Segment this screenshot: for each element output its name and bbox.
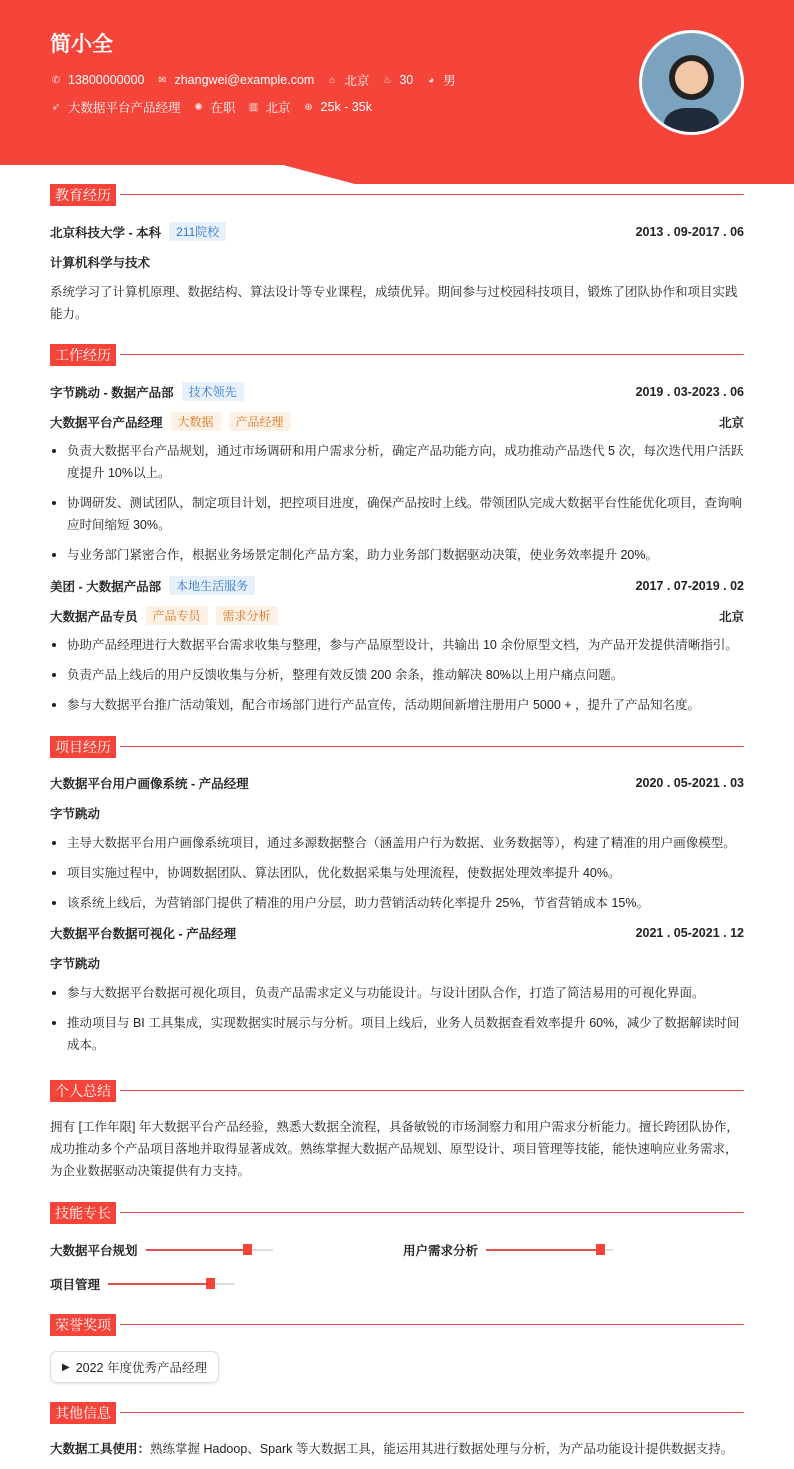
status-icon: ✺ — [194, 101, 203, 113]
section-title: 其他信息 — [50, 1402, 116, 1424]
project-items — [50, 982, 744, 1064]
section-work — [50, 344, 744, 364]
role: 大数据产品专员 — [50, 609, 138, 624]
list-item: 主导大数据平台用户画像系统项目，通过多源数据整合（涵盖用户行为数据、业务数据等），构建了精准的用户画像模型。 — [50, 832, 744, 854]
list-item: 参与大数据平台推广活动策划，配合市场部门进行产品宣传，活动期间新增注册用户 5000 + ，提升了产品知名度。 — [50, 694, 744, 716]
school: 北京科技大学 - 本科 — [50, 225, 162, 240]
section-projects — [50, 736, 744, 756]
section-summary — [50, 1080, 744, 1100]
email-icon: ✉ — [158, 74, 167, 86]
work-city: 北京 — [718, 415, 744, 430]
project-header — [50, 774, 744, 792]
summary-text: 拥有 [工作年限] 年大数据平台产品经验，熟悉大数据全流程，具备敏锐的市场洞察力和用户需求分析能力。擅长跨团队协作，成功推动多个产品项目落地并取得显著成效。熟练掌握大数据产品规划、原型设计、项目管理等技能，能快速响应业务需求，为企业数据驱动决策提供有力支持。 — [50, 1120, 739, 1178]
project-header — [50, 924, 744, 942]
company: 字节跳动 - 数据产品部 — [50, 385, 174, 400]
job-intent-row — [50, 98, 372, 116]
home-icon: ⌂ — [329, 74, 336, 86]
honor-label: 2022 年度优秀产品经理 — [75, 1361, 207, 1375]
skill-level-bar — [108, 1283, 235, 1285]
work-role — [50, 412, 744, 431]
skill-item — [50, 1275, 235, 1293]
send-icon: ➶ — [51, 101, 61, 113]
other-text: 熟练掌握 Hadoop、Spark 等大数据工具，能运用其进行数据处理与分析，为产品功能设计提供数据支持。 — [150, 1442, 734, 1456]
phone: 13800000000 — [68, 73, 145, 87]
list-item: 负责产品上线后的用户反馈收集与分析，整理有效反馈 200 余条，推动解决 80%以上用户痛点问题。 — [50, 664, 744, 686]
major: 计算机科学与技术 — [50, 256, 151, 270]
list-item: 负责大数据平台产品规划，通过市场调研和用户需求分析，确定产品功能方向，成功推动产品迭代 5 次，每次迭代用户活跃度提升 10%以上。 — [50, 440, 744, 484]
company: 美团 - 大数据产品部 — [50, 579, 162, 594]
salary: 25k - 35k — [320, 100, 372, 114]
contact-row — [50, 71, 456, 89]
list-item: 参与大数据平台数据可视化项目，负责产品需求定义与功能设计。与设计团队合作，打造了简洁易用的可视化界面。 — [50, 982, 744, 1004]
section-title: 技能专长 — [50, 1202, 116, 1224]
project-org: 字节跳动 — [50, 957, 101, 971]
gender: 男 — [443, 74, 456, 88]
work-role — [50, 606, 744, 625]
job-status: 在职 — [210, 101, 236, 115]
list-item: 协助产品经理进行大数据平台需求收集与整理，参与产品原型设计，共输出 10 余份原型文档，为产品开发提供清晰指引。 — [50, 634, 744, 656]
list-item: 项目实施过程中，协调数据团队、算法团队，优化数据采集与处理流程，使数据处理效率提升 40%。 — [50, 862, 744, 884]
school-tag: 211院校 — [169, 222, 226, 241]
building-icon: ▥ — [248, 101, 259, 113]
section-title: 荣誉奖项 — [50, 1314, 116, 1336]
role-tag: 大数据 — [171, 412, 221, 431]
target-city: 北京 — [265, 101, 291, 115]
work-city: 北京 — [718, 609, 744, 624]
skill-name: 项目管理 — [50, 1278, 101, 1292]
work-date: 2017 . 07-2019 . 02 — [635, 578, 744, 593]
skill-item — [403, 1241, 613, 1259]
role-tag: 产品经理 — [229, 412, 291, 431]
list-item: 推动项目与 BI 工具集成，实现数据实时展示与分析。项目上线后，业务人员数据查看效率提升 60%，减少了数据解读时间成本。 — [50, 1012, 744, 1056]
project-org: 字节跳动 — [50, 807, 101, 821]
role: 大数据平台产品经理 — [50, 415, 163, 430]
section-title: 项目经历 — [50, 736, 116, 758]
phone-icon: ✆ — [51, 74, 61, 86]
education-desc: 系统学习了计算机原理、数据结构、算法设计等专业课程，成绩优异。期间参与过校园科技项目，锻炼了团队协作和项目实践能力。 — [50, 285, 738, 321]
salary-icon: ⊕ — [304, 101, 313, 113]
section-title: 教育经历 — [50, 184, 116, 206]
caret-right-icon: ▶ — [62, 1361, 70, 1373]
skill-level-bar — [146, 1249, 273, 1251]
section-title: 个人总结 — [50, 1080, 116, 1102]
work-items — [50, 440, 744, 574]
project-date: 2021 . 05-2021 . 12 — [635, 926, 744, 940]
cake-icon: ♨ — [382, 74, 392, 86]
education-header — [50, 222, 744, 241]
list-item: 协调研发、测试团队，制定项目计划，把控项目进度，确保产品按时上线。带领团队完成大数据平台性能优化项目，查询响应时间缩短 30%。 — [50, 492, 744, 536]
section-other — [50, 1402, 744, 1422]
honor-item[interactable] — [50, 1351, 219, 1383]
role-tag: 产品专员 — [146, 606, 208, 625]
section-honors — [50, 1314, 744, 1334]
project-name: 大数据平台用户画像系统 - 产品经理 — [50, 777, 249, 791]
location: 北京 — [344, 74, 370, 88]
section-title: 工作经历 — [50, 344, 116, 366]
company-tag: 本地生活服务 — [169, 576, 255, 595]
section-education — [50, 184, 744, 204]
list-item: 该系统上线后，为营销部门提供了精准的用户分层，助力营销活动转化率提升 25%，节省营销成本 15%。 — [50, 892, 744, 914]
work-items — [50, 634, 744, 724]
candidate-name: 简小全 — [50, 33, 113, 56]
other-info — [50, 1438, 744, 1460]
skill-name: 大数据平台规划 — [50, 1244, 138, 1258]
project-date: 2020 . 05-2021 . 03 — [635, 776, 744, 790]
education-date: 2013 . 09-2017 . 06 — [635, 224, 744, 239]
other-label: 大数据工具使用： — [50, 1442, 151, 1456]
work-date: 2019 . 03-2023 . 06 — [635, 384, 744, 399]
skill-level-bar — [486, 1249, 613, 1251]
list-item: 与业务部门紧密合作，根据业务场景定制化产品方案，助力业务部门数据驱动决策，使业务效率提升 20%。 — [50, 544, 744, 566]
skill-name: 用户需求分析 — [403, 1244, 479, 1258]
work-header — [50, 382, 744, 401]
work-header — [50, 576, 744, 595]
project-name: 大数据平台数据可视化 - 产品经理 — [50, 927, 237, 941]
section-skills — [50, 1202, 744, 1222]
skill-item — [50, 1241, 273, 1259]
company-tag: 技术领先 — [182, 382, 244, 401]
role-tag: 需求分析 — [216, 606, 278, 625]
email: zhangwei@example.com — [174, 73, 315, 87]
project-items — [50, 832, 744, 922]
avatar — [639, 30, 744, 135]
gender-icon: ◕ — [428, 74, 435, 86]
age: 30 — [399, 73, 414, 87]
job-title: 大数据平台产品经理 — [68, 101, 181, 115]
